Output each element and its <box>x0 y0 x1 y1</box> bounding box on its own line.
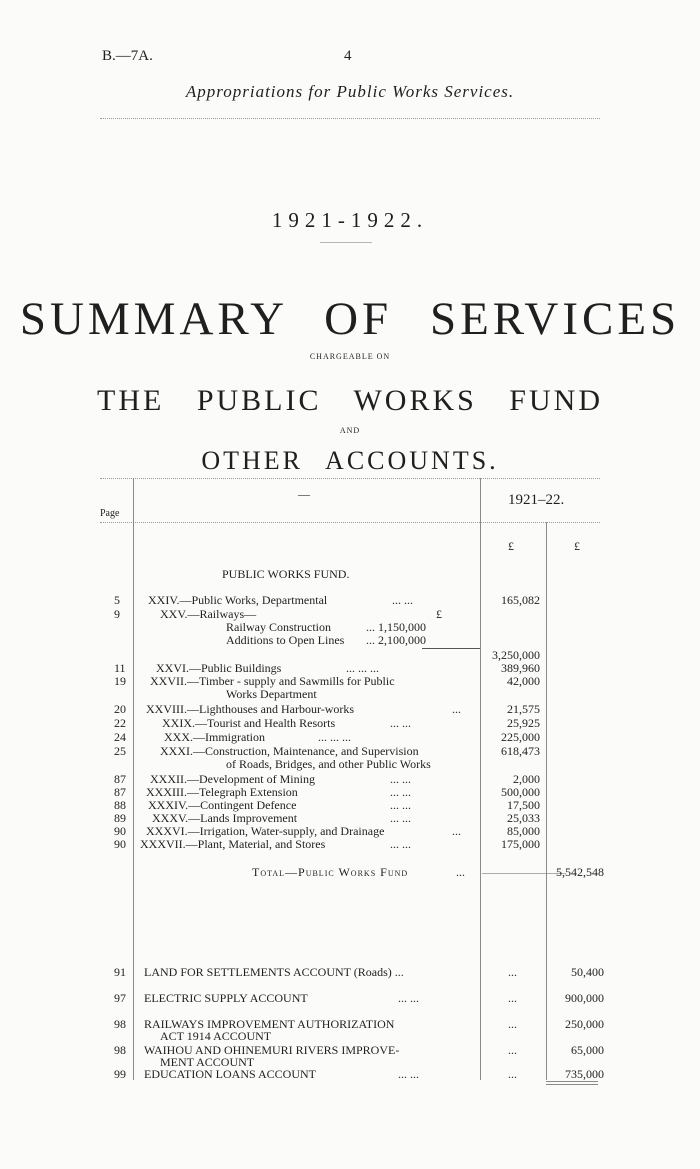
account-amount: 65,000 <box>571 1043 604 1057</box>
row-text: XXXIV.—Contingent Defence <box>148 798 297 812</box>
row-amount: 85,000 <box>507 824 540 838</box>
year-column-header: 1921–22. <box>508 492 565 508</box>
row-amount: 225,000 <box>501 730 540 744</box>
account-amount: 50,400 <box>571 965 604 979</box>
row-leaders: ... ... <box>390 811 411 825</box>
account-name: EDUCATION LOANS ACCOUNT <box>144 1067 317 1081</box>
account-leaders: ... ... <box>398 1067 419 1081</box>
row-page: 22 <box>114 716 126 730</box>
document-reference: B.—7A. <box>102 48 153 64</box>
fiscal-year-heading: 1921-1922. <box>271 208 429 232</box>
account-amount: 250,000 <box>565 1017 604 1031</box>
row-page: 25 <box>114 744 126 758</box>
table-top-rule <box>100 478 600 479</box>
account-name-continued: ACT 1914 ACCOUNT <box>160 1029 272 1043</box>
row-page: 90 <box>114 837 126 851</box>
account-mid-leaders: ... <box>508 1017 517 1031</box>
row-leaders: ... ... ... <box>318 730 351 744</box>
row-amount: 618,473 <box>501 744 540 758</box>
page-column-divider <box>133 478 134 1080</box>
row-text: XXX.—Immigration <box>164 730 265 744</box>
currency-column-2: £ <box>574 539 580 553</box>
table-header-rule <box>100 522 600 523</box>
row-page: 9 <box>114 607 120 621</box>
row-text: XXXII.—Development of Mining <box>150 772 315 786</box>
account-name: LAND FOR SETTLEMENTS ACCOUNT (Roads) ... <box>144 965 404 979</box>
row-page: 97 <box>114 991 126 1005</box>
row-text: XXVII.—Timber - supply and Sawmills for Public <box>150 674 395 688</box>
row-leaders: ... ... <box>390 772 411 786</box>
row-text: XXV.—Railways— <box>160 607 257 621</box>
row-page: 98 <box>114 1017 126 1031</box>
row-leaders: ... ... <box>390 785 411 799</box>
account-mid-leaders: ... <box>508 991 517 1005</box>
total-dash: ——————— <box>482 865 566 879</box>
row-text: XXXV.—Lands Improvement <box>152 811 298 825</box>
account-name: WAIHOU AND OHINEMURI RIVERS IMPROVE- <box>144 1043 400 1057</box>
row-sub-amount: ... 2,100,000 <box>366 633 426 647</box>
account-mid-leaders: ... <box>508 1067 517 1081</box>
row-text: XXXVI.—Irrigation, Water-supply, and Drainage <box>146 824 385 838</box>
row-leaders: ... ... <box>392 593 413 607</box>
row-page: 24 <box>114 730 126 744</box>
page-number: 4 <box>344 48 352 64</box>
account-leaders: ... ... <box>398 991 419 1005</box>
page-column-label: Page <box>100 508 120 519</box>
row-text: of Roads, Bridges, and other Public Works <box>226 757 431 771</box>
chargeable-on-text: CHARGEABLE ON <box>309 352 391 361</box>
row-text: XXVIII.—Lighthouses and Harbour-works <box>146 702 355 716</box>
row-text: XXVI.—Public Buildings <box>156 661 282 675</box>
row-text: Railway Construction <box>226 620 331 634</box>
row-page: 89 <box>114 811 126 825</box>
section-heading: PUBLIC WORKS FUND. <box>222 567 350 581</box>
row-amount: 25,033 <box>507 811 540 825</box>
account-amount: 735,000 <box>565 1067 604 1081</box>
row-page: 87 <box>114 785 126 799</box>
row-amount: 17,500 <box>507 798 540 812</box>
row-text: XXXIII.—Telegraph Extension <box>146 785 298 799</box>
and-text: AND <box>339 426 361 435</box>
row-text: XXXI.—Construction, Maintenance, and Supervision <box>160 744 419 758</box>
total-column-divider <box>546 522 547 1080</box>
row-leaders: ... ... ... <box>346 661 379 675</box>
row-amount: 21,575 <box>507 702 540 716</box>
other-accounts-heading: OTHER ACCOUNTS. <box>201 446 499 475</box>
final-double-rule <box>546 1081 598 1082</box>
fund-heading: THE PUBLIC WORKS FUND <box>97 384 603 417</box>
row-page: 20 <box>114 702 126 716</box>
row-amount: 2,000 <box>513 772 540 786</box>
total-amount: 5,542,548 <box>556 865 604 879</box>
row-page: 87 <box>114 772 126 786</box>
final-double-rule-2 <box>546 1084 598 1085</box>
row-leaders: ... ... <box>390 716 411 730</box>
row-text: Works Department <box>226 687 317 701</box>
row-page: 5 <box>114 593 120 607</box>
header-rule <box>100 118 600 119</box>
row-page: 90 <box>114 824 126 838</box>
row-amount: 42,000 <box>507 674 540 688</box>
row-amount: 175,000 <box>501 837 540 851</box>
row-page: 11 <box>114 661 126 675</box>
row-leaders: ... ... <box>390 798 411 812</box>
account-mid-leaders: ... <box>508 1043 517 1057</box>
row-page: 99 <box>114 1067 126 1081</box>
row-amount: 500,000 <box>501 785 540 799</box>
row-amount: 25,925 <box>507 716 540 730</box>
row-text: XXIX.—Tourist and Health Resorts <box>162 716 336 730</box>
total-label: Total—Public Works Fund <box>252 865 409 879</box>
total-leaders: ... <box>456 865 465 879</box>
year-underline <box>320 242 372 243</box>
pound-sign: £ <box>436 607 442 621</box>
account-name: ELECTRIC SUPPLY ACCOUNT <box>144 991 308 1005</box>
row-amount: 165,082 <box>501 593 540 607</box>
account-name: RAILWAYS IMPROVEMENT AUTHORIZATION <box>144 1017 395 1031</box>
row-page: 19 <box>114 674 126 688</box>
account-amount: 900,000 <box>565 991 604 1005</box>
row-sub-amount: ... 1,150,000 <box>366 620 426 634</box>
row-text: XXIV.—Public Works, Departmental <box>148 593 328 607</box>
row-amount: 3,250,000 <box>492 648 540 662</box>
row-leaders: ... <box>452 702 461 716</box>
amount-column-divider <box>480 478 481 1080</box>
row-page: 91 <box>114 965 126 979</box>
subtotal-rule <box>422 648 480 649</box>
currency-column-1: £ <box>508 539 514 553</box>
summary-heading: SUMMARY OF SERVICES <box>19 293 681 345</box>
blank-column-mark: — <box>298 487 310 501</box>
row-text: XXXVII.—Plant, Material, and Stores <box>140 837 326 851</box>
page-running-title: Appropriations for Public Works Services. <box>185 82 515 101</box>
account-mid-leaders: ... <box>508 965 517 979</box>
row-amount: 389,960 <box>501 661 540 675</box>
row-leaders: ... <box>452 824 461 838</box>
row-page: 88 <box>114 798 126 812</box>
row-text: Additions to Open Lines <box>226 633 345 647</box>
account-name-continued: MENT ACCOUNT <box>160 1055 255 1069</box>
row-page: 98 <box>114 1043 126 1057</box>
row-leaders: ... ... <box>390 837 411 851</box>
